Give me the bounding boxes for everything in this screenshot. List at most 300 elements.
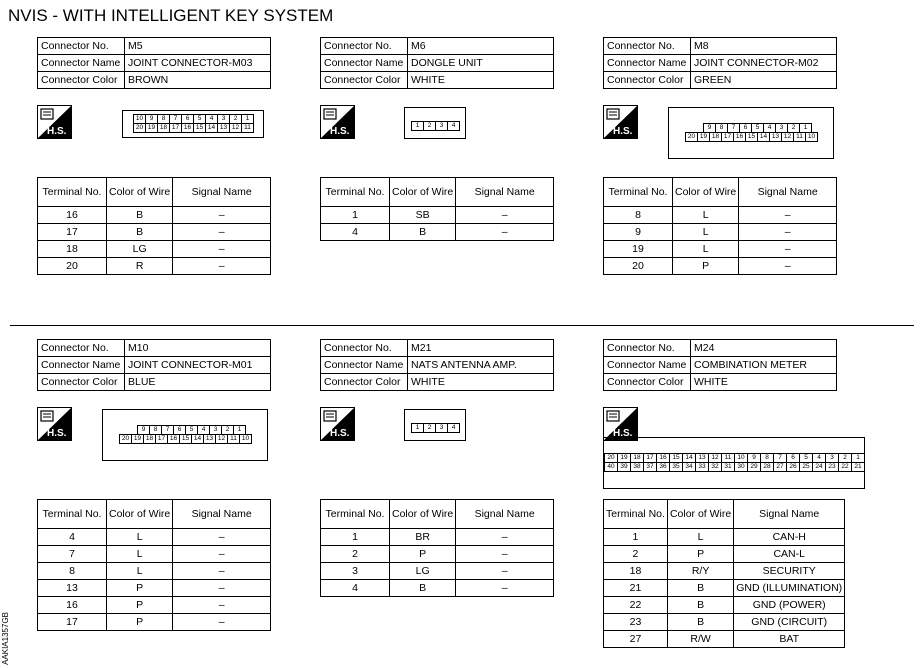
info-label: Connector Color — [604, 72, 691, 89]
harness-side-icon — [603, 407, 638, 441]
signal-name-cell: – — [173, 597, 271, 614]
terminal-header-row — [38, 500, 271, 529]
wire-color-cell: B — [667, 580, 733, 597]
header-terminal-no: Terminal No. — [38, 500, 107, 529]
info-value: JOINT CONNECTOR-M03 — [125, 55, 271, 72]
terminal-table — [37, 177, 271, 275]
header-signal-name: Signal Name — [456, 178, 554, 207]
terminal-no-cell: 4 — [38, 529, 107, 546]
terminal-row — [321, 580, 554, 597]
pin-label: 32 — [708, 462, 722, 472]
info-value: WHITE — [408, 72, 554, 89]
info-label: Connector Name — [38, 55, 125, 72]
info-row — [604, 340, 837, 357]
pin-label: 36 — [656, 462, 670, 472]
info-value: M24 — [691, 340, 837, 357]
signal-name-cell: – — [739, 207, 837, 224]
header-signal-name: Signal Name — [173, 500, 271, 529]
terminal-row — [38, 207, 271, 224]
signal-name-cell: – — [456, 529, 554, 546]
signal-name-cell: CAN-L — [734, 546, 845, 563]
terminal-row — [38, 224, 271, 241]
pin-label: 10 — [734, 453, 748, 463]
pin-label: 4 — [447, 423, 460, 433]
signal-name-cell: BAT — [734, 631, 845, 648]
terminal-row — [604, 614, 845, 631]
header-color-of-wire: Color of Wire — [390, 178, 456, 207]
pin-label: 14 — [205, 123, 218, 133]
wire-color-cell: R/Y — [667, 563, 733, 580]
pin-label: 28 — [760, 462, 774, 472]
terminal-row — [321, 563, 554, 580]
info-value: WHITE — [408, 374, 554, 391]
info-value: JOINT CONNECTOR-M01 — [125, 357, 271, 374]
pin-label: 17 — [721, 132, 734, 142]
info-row — [38, 340, 271, 357]
terminal-row — [38, 258, 271, 275]
svg-text:H.S.: H.S. — [613, 126, 633, 137]
signal-name-cell: GND (ILLUMINATION) — [734, 580, 845, 597]
pin-label: 6 — [173, 425, 186, 435]
terminal-row — [38, 546, 271, 563]
pin-label: 9 — [145, 114, 158, 124]
pin-label: 1 — [241, 114, 254, 124]
info-row — [321, 38, 554, 55]
harness-side-icon — [37, 407, 72, 441]
info-value: DONGLE UNIT — [408, 55, 554, 72]
pin-label: 21 — [851, 462, 865, 472]
wire-color-cell: B — [390, 580, 456, 597]
terminal-no-cell: 19 — [604, 241, 673, 258]
signal-name-cell: SECURITY — [734, 563, 845, 580]
terminal-row — [604, 258, 837, 275]
terminal-row — [38, 241, 271, 258]
terminal-no-cell: 22 — [604, 597, 668, 614]
svg-text:H.S.: H.S. — [330, 126, 350, 137]
pin-row-bottom — [685, 132, 817, 142]
pin-label: 26 — [786, 462, 800, 472]
info-row — [38, 72, 271, 89]
pin-label: 11 — [793, 132, 806, 142]
terminal-header-row — [321, 178, 554, 207]
pin-label: 18 — [157, 123, 170, 133]
terminal-no-cell: 9 — [604, 224, 673, 241]
terminal-table — [320, 499, 554, 597]
terminal-row — [38, 580, 271, 597]
svg-text:H.S.: H.S. — [47, 428, 67, 439]
pin-label: 6 — [739, 123, 752, 133]
terminal-no-cell: 2 — [321, 546, 390, 563]
harness-side-icon — [320, 105, 355, 139]
info-value: GREEN — [691, 72, 837, 89]
pin-label: 13 — [203, 434, 216, 444]
pin-label: 14 — [191, 434, 204, 444]
wire-color-cell: B — [107, 224, 173, 241]
pin-label: 1 — [411, 121, 424, 131]
info-label: Connector No. — [604, 340, 691, 357]
pin-label: 4 — [812, 453, 826, 463]
signal-name-cell: – — [173, 580, 271, 597]
pin-label: 3 — [435, 121, 448, 131]
terminal-no-cell: 16 — [38, 207, 107, 224]
terminal-no-cell: 1 — [321, 207, 390, 224]
pin-label: 19 — [697, 132, 710, 142]
pin-label: 20 — [133, 123, 146, 133]
terminal-no-cell: 1 — [321, 529, 390, 546]
terminal-no-cell: 23 — [604, 614, 668, 631]
pin-label: 4 — [447, 121, 460, 131]
pin-label: 10 — [133, 114, 146, 124]
terminal-no-cell: 20 — [38, 258, 107, 275]
header-color-of-wire: Color of Wire — [667, 500, 733, 529]
pin-label: 2 — [423, 423, 436, 433]
signal-name-cell: – — [173, 241, 271, 258]
wire-color-cell: LG — [107, 241, 173, 258]
info-row — [604, 357, 837, 374]
terminal-no-cell: 17 — [38, 614, 107, 631]
harness-side-icon — [37, 105, 72, 139]
wire-color-cell: B — [667, 597, 733, 614]
pin-label: 12 — [215, 434, 228, 444]
signal-name-cell: – — [739, 258, 837, 275]
terminal-header-row — [604, 500, 845, 529]
info-label: Connector No. — [38, 340, 125, 357]
info-row — [321, 72, 554, 89]
pin-label: 4 — [763, 123, 776, 133]
info-row — [38, 374, 271, 391]
signal-name-cell: – — [739, 224, 837, 241]
pin-label: 22 — [838, 462, 852, 472]
terminal-row — [604, 241, 837, 258]
pin-label: 14 — [682, 453, 696, 463]
terminal-row — [604, 529, 845, 546]
pin-label: 2 — [221, 425, 234, 435]
terminal-row — [604, 580, 845, 597]
terminal-header-row — [321, 500, 554, 529]
pin-label: 13 — [695, 453, 709, 463]
info-label: Connector Name — [604, 55, 691, 72]
terminal-no-cell: 17 — [38, 224, 107, 241]
info-label: Connector No. — [321, 38, 408, 55]
pin-label: 7 — [773, 453, 787, 463]
pin-label: 9 — [703, 123, 716, 133]
connector-info-table — [37, 339, 271, 391]
terminal-table — [603, 177, 837, 275]
wire-color-cell: R/W — [667, 631, 733, 648]
pin-label: 20 — [685, 132, 698, 142]
info-label: Connector Name — [38, 357, 125, 374]
terminal-no-cell: 13 — [38, 580, 107, 597]
pin-label: 17 — [643, 453, 657, 463]
pin-label: 18 — [143, 434, 156, 444]
pin-label: 31 — [721, 462, 735, 472]
pin-label: 1 — [233, 425, 246, 435]
wire-color-cell: P — [107, 580, 173, 597]
pin-label: 23 — [825, 462, 839, 472]
terminal-no-cell: 18 — [38, 241, 107, 258]
pin-label: 15 — [179, 434, 192, 444]
signal-name-cell: – — [456, 224, 554, 241]
connector-info-table — [320, 339, 554, 391]
pin-row-bottom — [119, 434, 251, 444]
pin-label: 4 — [205, 114, 218, 124]
pin-label: 2 — [229, 114, 242, 124]
pin-label: 2 — [838, 453, 852, 463]
terminal-row — [604, 597, 845, 614]
info-value: M10 — [125, 340, 271, 357]
info-value: BLUE — [125, 374, 271, 391]
info-label: Connector Name — [604, 357, 691, 374]
pin-label: 19 — [617, 453, 631, 463]
pin-label: 3 — [435, 423, 448, 433]
terminal-row — [604, 224, 837, 241]
signal-name-cell: – — [173, 224, 271, 241]
pin-label: 10 — [805, 132, 818, 142]
terminal-row — [321, 207, 554, 224]
pin-label: 16 — [167, 434, 180, 444]
wire-color-cell: L — [107, 529, 173, 546]
pin-label: 6 — [181, 114, 194, 124]
wire-color-cell: B — [390, 224, 456, 241]
pin-label: 1 — [799, 123, 812, 133]
pin-label: 15 — [745, 132, 758, 142]
signal-name-cell: – — [173, 258, 271, 275]
pin-label: 5 — [185, 425, 198, 435]
pin-label: 33 — [695, 462, 709, 472]
info-label: Connector Name — [321, 55, 408, 72]
pin-label: 8 — [157, 114, 170, 124]
terminal-row — [38, 597, 271, 614]
header-terminal-no: Terminal No. — [321, 500, 390, 529]
header-terminal-no: Terminal No. — [604, 178, 673, 207]
terminal-row — [38, 563, 271, 580]
info-value: M8 — [691, 38, 837, 55]
info-row — [38, 55, 271, 72]
terminal-row — [604, 563, 845, 580]
terminal-row — [321, 224, 554, 241]
pin-label: 20 — [604, 453, 618, 463]
pin-label: 18 — [709, 132, 722, 142]
pin-label: 27 — [773, 462, 787, 472]
pin-label: 8 — [760, 453, 774, 463]
wire-color-cell: R — [107, 258, 173, 275]
pin-row-bottom — [604, 462, 864, 472]
info-row — [38, 38, 271, 55]
header-terminal-no: Terminal No. — [38, 178, 107, 207]
pin-label: 34 — [682, 462, 696, 472]
signal-name-cell: – — [173, 563, 271, 580]
pin-row-top — [411, 423, 459, 433]
harness-side-icon — [320, 407, 355, 441]
pin-label: 13 — [769, 132, 782, 142]
pin-label: 30 — [734, 462, 748, 472]
terminal-table — [603, 499, 845, 648]
pin-label: 15 — [669, 453, 683, 463]
pin-label: 11 — [241, 123, 254, 133]
info-value: WHITE — [691, 374, 837, 391]
document-code: AAKIA1357GB — [1, 612, 10, 665]
info-row — [321, 340, 554, 357]
pin-label: 17 — [169, 123, 182, 133]
wire-color-cell: P — [673, 258, 739, 275]
connector-face-diagram — [122, 110, 264, 138]
connector-face-diagram — [404, 409, 466, 441]
connector-face-diagram — [102, 409, 268, 461]
info-value: NATS ANTENNA AMP. — [408, 357, 554, 374]
info-label: Connector Color — [38, 374, 125, 391]
wire-color-cell: L — [107, 546, 173, 563]
signal-name-cell: – — [173, 546, 271, 563]
pin-label: 3 — [825, 453, 839, 463]
pin-label: 16 — [181, 123, 194, 133]
pin-label: 35 — [669, 462, 683, 472]
info-row — [321, 374, 554, 391]
wire-color-cell: B — [667, 614, 733, 631]
terminal-row — [604, 546, 845, 563]
svg-text:H.S.: H.S. — [47, 126, 67, 137]
terminal-no-cell: 8 — [38, 563, 107, 580]
pin-label: 5 — [193, 114, 206, 124]
header-signal-name: Signal Name — [739, 178, 837, 207]
pin-label: 25 — [799, 462, 813, 472]
header-terminal-no: Terminal No. — [604, 500, 668, 529]
header-signal-name: Signal Name — [734, 500, 845, 529]
pin-label: 7 — [727, 123, 740, 133]
terminal-table — [37, 499, 271, 631]
signal-name-cell: – — [173, 207, 271, 224]
terminal-no-cell: 27 — [604, 631, 668, 648]
terminal-header-row — [38, 178, 271, 207]
header-terminal-no: Terminal No. — [321, 178, 390, 207]
pin-label: 14 — [757, 132, 770, 142]
pin-label: 9 — [137, 425, 150, 435]
terminal-no-cell: 20 — [604, 258, 673, 275]
wire-color-cell: L — [673, 241, 739, 258]
pin-label: 40 — [604, 462, 618, 472]
header-color-of-wire: Color of Wire — [390, 500, 456, 529]
pin-label: 5 — [751, 123, 764, 133]
signal-name-cell: – — [456, 546, 554, 563]
terminal-no-cell: 21 — [604, 580, 668, 597]
pin-label: 10 — [239, 434, 252, 444]
pin-label: 19 — [145, 123, 158, 133]
terminal-row — [321, 546, 554, 563]
info-value: M21 — [408, 340, 554, 357]
info-value: BROWN — [125, 72, 271, 89]
header-color-of-wire: Color of Wire — [107, 178, 173, 207]
pin-label: 1 — [851, 453, 865, 463]
pin-label: 11 — [721, 453, 735, 463]
wire-color-cell: L — [673, 207, 739, 224]
pin-label: 12 — [229, 123, 242, 133]
pin-label: 7 — [169, 114, 182, 124]
terminal-no-cell: 4 — [321, 580, 390, 597]
connector-info-table — [603, 37, 837, 89]
wire-color-cell: LG — [390, 563, 456, 580]
page-title: NVIS - WITH INTELLIGENT KEY SYSTEM — [8, 6, 334, 25]
info-row — [321, 55, 554, 72]
info-label: Connector Color — [604, 374, 691, 391]
pin-label: 13 — [217, 123, 230, 133]
terminal-no-cell: 7 — [38, 546, 107, 563]
pin-label: 7 — [161, 425, 174, 435]
terminal-no-cell: 2 — [604, 546, 668, 563]
terminal-no-cell: 1 — [604, 529, 668, 546]
pin-label: 12 — [781, 132, 794, 142]
connector-info-table — [320, 37, 554, 89]
info-label: Connector Color — [321, 72, 408, 89]
pin-label: 3 — [209, 425, 222, 435]
terminal-no-cell: 16 — [38, 597, 107, 614]
info-row — [604, 374, 837, 391]
terminal-row — [38, 529, 271, 546]
connector-face-diagram — [668, 107, 834, 159]
terminal-row — [38, 614, 271, 631]
info-row — [321, 357, 554, 374]
pin-label: 9 — [747, 453, 761, 463]
section-divider — [10, 325, 914, 326]
header-signal-name: Signal Name — [456, 500, 554, 529]
pin-label: 16 — [656, 453, 670, 463]
pin-label: 2 — [423, 121, 436, 131]
signal-name-cell: – — [456, 563, 554, 580]
info-value: M6 — [408, 38, 554, 55]
pin-label: 38 — [630, 462, 644, 472]
terminal-no-cell: 18 — [604, 563, 668, 580]
header-color-of-wire: Color of Wire — [107, 500, 173, 529]
connector-info-table — [37, 37, 271, 89]
pin-label: 20 — [119, 434, 132, 444]
wire-color-cell: P — [390, 546, 456, 563]
info-label: Connector No. — [604, 38, 691, 55]
signal-name-cell: GND (CIRCUIT) — [734, 614, 845, 631]
pin-row-bottom — [133, 123, 253, 133]
header-color-of-wire: Color of Wire — [673, 178, 739, 207]
pin-label: 11 — [227, 434, 240, 444]
terminal-row — [321, 529, 554, 546]
info-row — [604, 72, 837, 89]
pin-label: 6 — [786, 453, 800, 463]
pin-label: 39 — [617, 462, 631, 472]
wire-color-cell: L — [673, 224, 739, 241]
signal-name-cell: – — [456, 580, 554, 597]
signal-name-cell: – — [173, 614, 271, 631]
terminal-table — [320, 177, 554, 241]
pin-label: 4 — [197, 425, 210, 435]
signal-name-cell: CAN-H — [734, 529, 845, 546]
connector-face-diagram — [603, 437, 865, 489]
signal-name-cell: – — [739, 241, 837, 258]
wire-color-cell: L — [107, 563, 173, 580]
pin-label: 2 — [787, 123, 800, 133]
terminal-no-cell: 8 — [604, 207, 673, 224]
pin-label: 37 — [643, 462, 657, 472]
signal-name-cell: – — [456, 207, 554, 224]
pin-label: 8 — [715, 123, 728, 133]
info-row — [604, 38, 837, 55]
svg-text:H.S.: H.S. — [613, 428, 633, 439]
harness-side-icon — [603, 105, 638, 139]
connector-face-diagram — [404, 107, 466, 139]
wire-color-cell: L — [667, 529, 733, 546]
wire-color-cell: P — [107, 614, 173, 631]
terminal-no-cell: 3 — [321, 563, 390, 580]
pin-label: 16 — [733, 132, 746, 142]
terminal-row — [604, 631, 845, 648]
pin-label: 8 — [149, 425, 162, 435]
pin-label: 15 — [193, 123, 206, 133]
terminal-header-row — [604, 178, 837, 207]
